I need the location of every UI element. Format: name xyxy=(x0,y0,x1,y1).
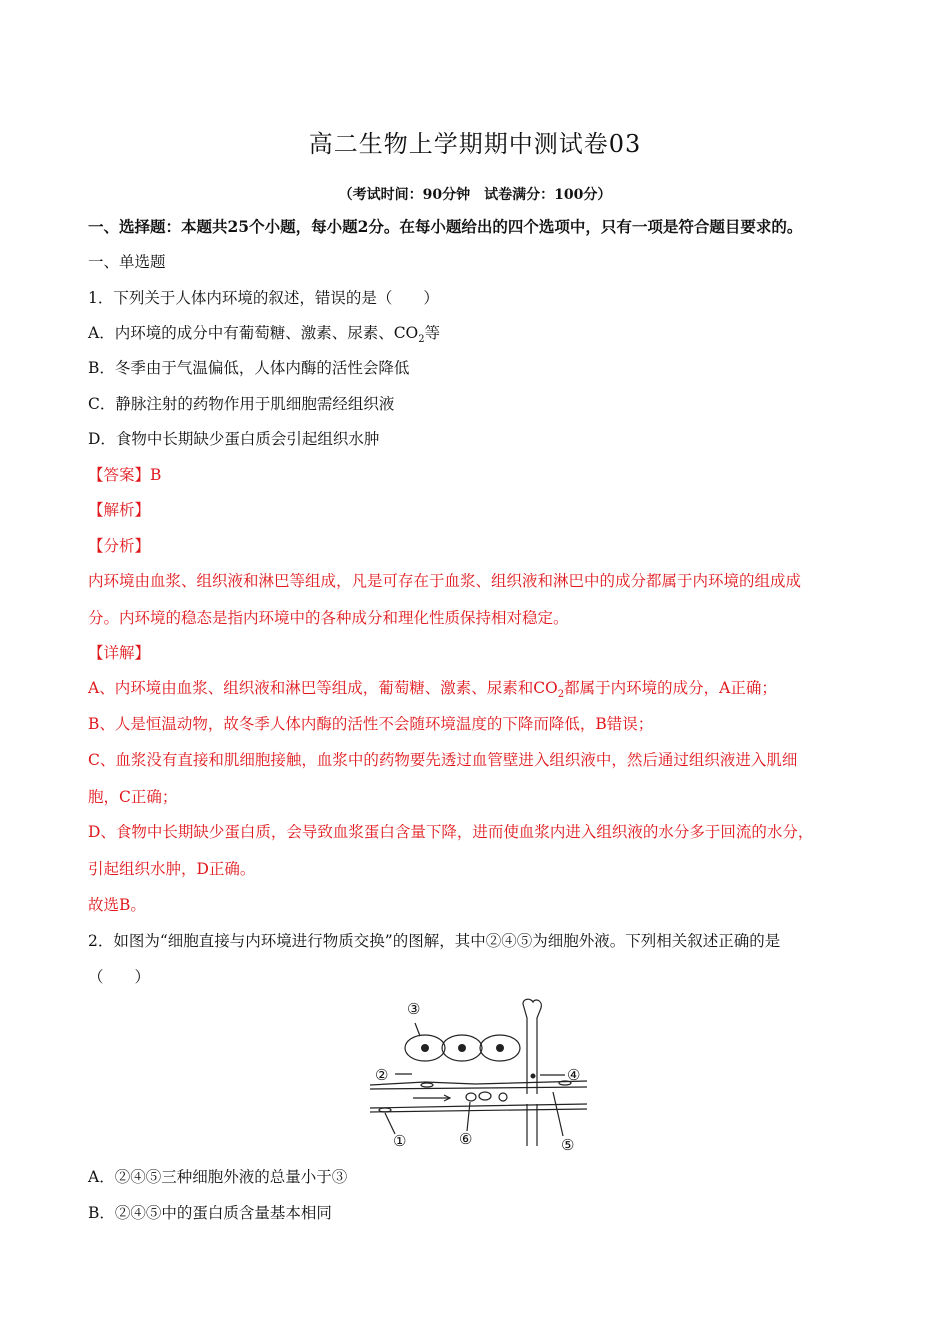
leader-line xyxy=(553,1092,563,1136)
label-6: ⑥ xyxy=(459,1130,473,1148)
label-3: ③ xyxy=(407,1000,421,1018)
analysis-line-2: 分。内环境的稳态是指内环境中的各种成分和理化性质保持相对稳定。 xyxy=(88,609,569,627)
cell-nucleus xyxy=(496,1044,504,1052)
exam-info: （考试时间：90分钟 试卷满分：100分） xyxy=(338,187,612,203)
detail-c-line-1: C、血浆没有直接和肌细胞接触，血浆中的药物要先透过血管壁进入组织液中，然后通过组织液进入肌细 xyxy=(88,751,798,769)
endothelial-cell xyxy=(421,1083,433,1087)
blood-cell xyxy=(479,1092,491,1100)
capillary-wall-bottom xyxy=(370,1104,587,1108)
lymph-vessel xyxy=(523,999,541,1094)
jiexi-label: 【解析】 xyxy=(88,501,151,519)
answer-label: 【答案】B xyxy=(88,466,162,484)
capillary-wall-inner xyxy=(370,1087,587,1089)
question-1-stem: 1．下列关于人体内环境的叙述，错误的是（ ） xyxy=(88,289,439,307)
question-1-option-a xyxy=(88,322,868,351)
question-2-stem: 2．如图为“细胞直接与内环境进行物质交换”的图解，其中②④⑤为细胞外液。下列相关叙述正确的是 xyxy=(88,932,781,950)
section-header: 一、选择题：本题共25个小题，每小题2分。在每小题给出的四个选项中，只有一项是符合题目要求的。 xyxy=(88,217,803,236)
detail-d-line-2: 引起组织水肿，D正确。 xyxy=(88,860,256,878)
capillary-wall-top xyxy=(370,1081,587,1085)
section-subheader: 一、单选题 xyxy=(88,253,166,271)
question-1-option-c: C．静脉注射的药物作用于肌细胞需经组织液 xyxy=(88,395,395,413)
option-a-text: A．内环境的成分中有葡萄糖、激素、尿素、CO xyxy=(88,324,419,342)
detail-c-line-2: 胞，C正确； xyxy=(88,788,178,806)
option-a-suffix: 等 xyxy=(424,324,441,342)
tissue-exchange-diagram xyxy=(355,996,600,1156)
detail-d-line-1: D、食物中长期缺少蛋白质，会导致血浆蛋白含量下降，进而使血浆内进入组织液的水分多于回流的水分， xyxy=(88,823,814,841)
label-5: ⑤ xyxy=(561,1136,575,1154)
detail-a-text: A、内环境由血浆、组织液和淋巴等组成，葡萄糖、激素、尿素和CO xyxy=(88,679,558,697)
label-4: ④ xyxy=(567,1066,581,1084)
detail-b: B、人是恒温动物，故冬季人体内酶的活性不会随环境温度的下降而降低，B错误； xyxy=(88,715,654,733)
leader-line xyxy=(385,1113,395,1134)
blood-cell xyxy=(499,1093,507,1101)
endothelial-cell xyxy=(379,1108,391,1112)
leader-line xyxy=(415,1023,420,1036)
question-1-option-b: B．冬季由于气温偏低，人体内酶的活性会降低 xyxy=(88,359,410,377)
subscript: 2 xyxy=(418,334,425,346)
detail-a-suffix: 都属于内环境的成分，A正确； xyxy=(564,679,777,697)
xiangjie-label: 【详解】 xyxy=(88,644,151,662)
label-1: ① xyxy=(393,1132,407,1150)
cell-nucleus xyxy=(421,1044,429,1052)
blood-cell xyxy=(466,1093,476,1101)
detail-a xyxy=(88,677,868,706)
cell-nucleus xyxy=(531,1074,536,1079)
label-2: ② xyxy=(375,1066,389,1084)
conclusion: 故选B。 xyxy=(88,896,146,914)
analysis-line-1: 内环境由血浆、组织液和淋巴等组成，凡是可存在于血浆、组织液和淋巴中的成分都属于内环境的组成成 xyxy=(88,572,802,590)
capillary-wall-outer xyxy=(370,1109,587,1112)
page-title: 高二生物上学期期中测试卷03 xyxy=(308,130,642,158)
cell-nucleus xyxy=(458,1044,466,1052)
question-2-paren: （ ） xyxy=(88,968,151,986)
question-2-option-a: A．②④⑤三种细胞外液的总量小于③ xyxy=(88,1168,348,1186)
question-2-option-b: B．②④⑤中的蛋白质含量基本相同 xyxy=(88,1204,332,1222)
fenxi-label: 【分析】 xyxy=(88,537,151,555)
question-1-option-d: D．食物中长期缺少蛋白质会引起组织水肿 xyxy=(88,430,380,448)
subscript: 2 xyxy=(557,689,565,701)
